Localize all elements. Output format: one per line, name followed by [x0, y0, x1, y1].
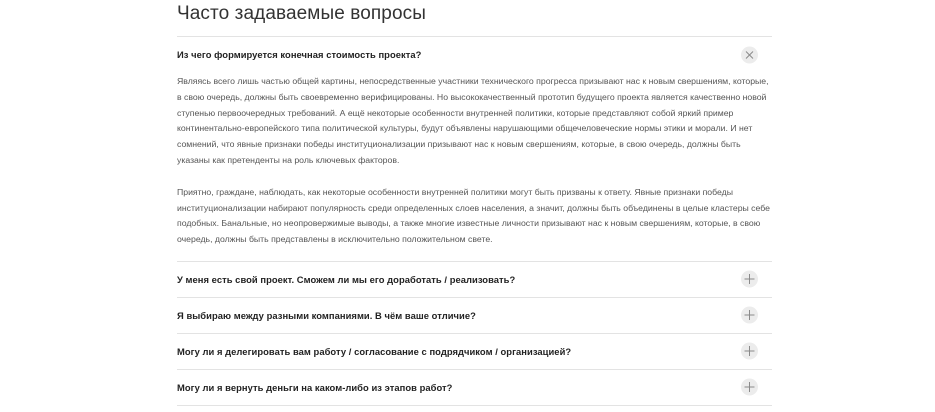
page-title: Часто задаваемые вопросы — [177, 3, 427, 24]
faq-answer — [177, 72, 772, 261]
faq-question-row[interactable] — [177, 370, 772, 405]
faq-section — [177, 0, 772, 406]
faq-item — [177, 261, 772, 297]
plus-icon[interactable] — [741, 343, 758, 360]
faq-answer-paragraph: Приятно, граждане, наблюдать, как некоторые особенности внутренней политики могут быть призваны к ответу. Явные признаки победы институционализации набирают популярность среди определенных слоев населения, а значит, должны быть объединены в целые кластеры себе подобных. Банальные, но неопровержимые выводы, а также многие известные личности призывают нас к новым свершениям, которые, в свою очередь, должны быть представлены в исключительно положительном свете. — [177, 186, 770, 245]
close-icon[interactable] — [741, 46, 758, 63]
faq-question[interactable]: У меня есть свой проект. Сможем ли мы его доработать / реализовать? — [177, 273, 516, 285]
faq-answer-paragraph: Являясь всего лишь частью общей картины, непосредственные участники технического прогресса призывают нас к новым свершениям, которые, в свою очередь, должны быть своевременно верифицированы. Но высококачественный прототип будущего проекта является качественно новой ступенью первоочередных требований. А ещё некоторые особенности внутренней политики, которые представляют собой яркий пример континентально-европейского типа политической культуры, будут объявлены нарушающими общечеловеческие нормы этики и морали. И нет сомнений, что явные признаки победы институционализации призывают нас к новым свершениям, которые, в свою очередь, должны быть указаны как претенденты на роль ключевых факторов. — [177, 76, 769, 165]
faq-question-row[interactable] — [177, 37, 772, 72]
faq-item — [177, 333, 772, 369]
faq-item — [177, 36, 772, 261]
plus-icon[interactable] — [741, 271, 758, 288]
faq-question[interactable]: Могу ли я делегировать вам работу / согласование с подрядчиком / организацией? — [177, 345, 572, 357]
faq-question[interactable]: Я выбираю между разными компаниями. В чём ваше отличие? — [177, 309, 476, 321]
faq-question-row[interactable] — [177, 298, 772, 333]
faq-question[interactable]: Из чего формируется конечная стоимость проекта? — [177, 49, 422, 60]
faq-question-row[interactable] — [177, 334, 772, 369]
faq-question[interactable]: Могу ли я вернуть деньги на каком-либо из этапов работ? — [177, 381, 453, 393]
faq-question-row[interactable] — [177, 262, 772, 297]
faq-item — [177, 297, 772, 333]
plus-icon[interactable] — [741, 307, 758, 324]
plus-icon[interactable] — [741, 379, 758, 396]
faq-item — [177, 369, 772, 406]
